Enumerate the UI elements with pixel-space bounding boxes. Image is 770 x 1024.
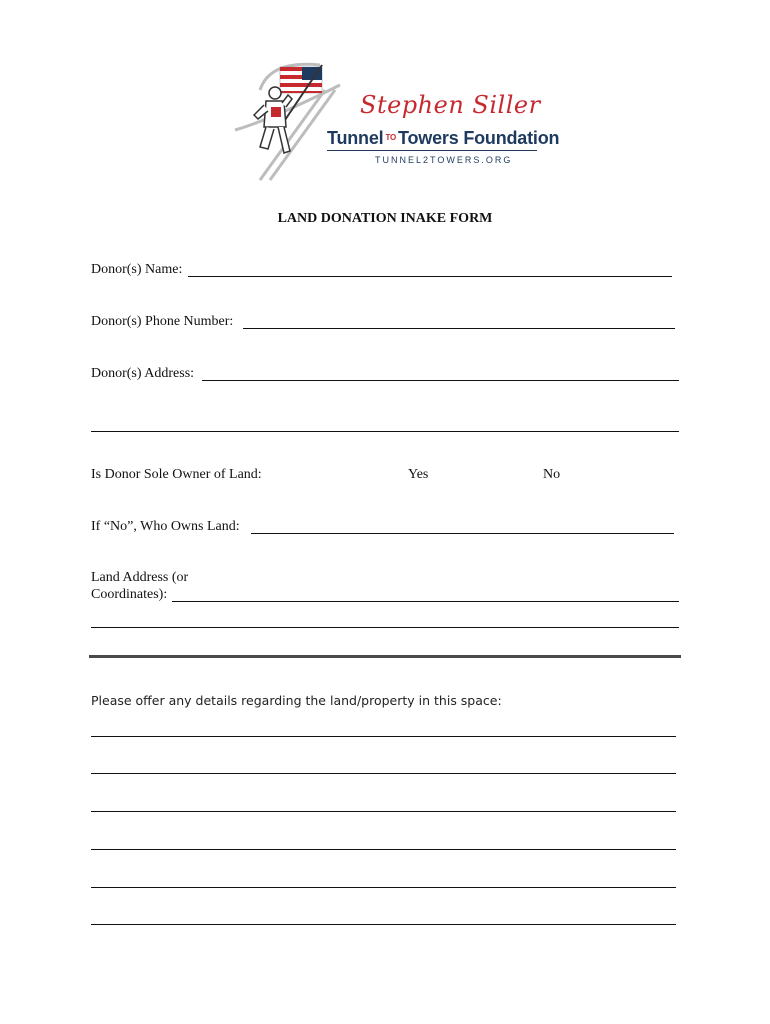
donor-name-label: Donor(s) Name:: [91, 262, 183, 277]
logo-url-text: TUNNEL2TOWERS.ORG: [375, 155, 513, 165]
sole-owner-label: Is Donor Sole Owner of Land:: [91, 467, 262, 482]
details-line-6[interactable]: [91, 924, 676, 925]
donor-address-field-2[interactable]: [91, 431, 679, 432]
land-address-label-2: Coordinates):: [91, 587, 168, 602]
logo-script-text: Stephen Siller: [360, 91, 541, 119]
details-line-1[interactable]: [91, 736, 676, 737]
yes-option[interactable]: Yes: [408, 467, 429, 482]
section-divider: [89, 655, 681, 658]
form-title: LAND DONATION INAKE FORM: [277, 211, 493, 226]
logo-rule: [327, 150, 537, 151]
donor-address-field[interactable]: [202, 380, 679, 381]
land-address-field-2[interactable]: [91, 627, 679, 628]
details-prompt: Please offer any details regarding the land/property in this space:: [91, 693, 502, 708]
details-line-2[interactable]: [91, 773, 676, 774]
donor-address-label: Donor(s) Address:: [91, 366, 195, 381]
no-option[interactable]: No: [543, 467, 561, 482]
details-line-4[interactable]: [91, 849, 676, 850]
firefighter-flag-emblem: [230, 55, 360, 185]
logo-name-text: Tunnel $^{TO}$ Towers Foundation: [327, 128, 560, 148]
donor-phone-field[interactable]: [243, 328, 675, 329]
donor-name-field[interactable]: [188, 276, 672, 277]
details-line-3[interactable]: [91, 811, 676, 812]
tunnel-to-towers-logo: [230, 55, 560, 185]
land-address-label-1: Land Address (or: [91, 570, 189, 585]
details-line-5[interactable]: [91, 887, 676, 888]
who-owns-field[interactable]: [251, 533, 674, 534]
who-owns-label: If “No”, Who Owns Land:: [91, 519, 240, 534]
donor-phone-label: Donor(s) Phone Number:: [91, 314, 234, 329]
land-address-field[interactable]: [172, 601, 679, 602]
